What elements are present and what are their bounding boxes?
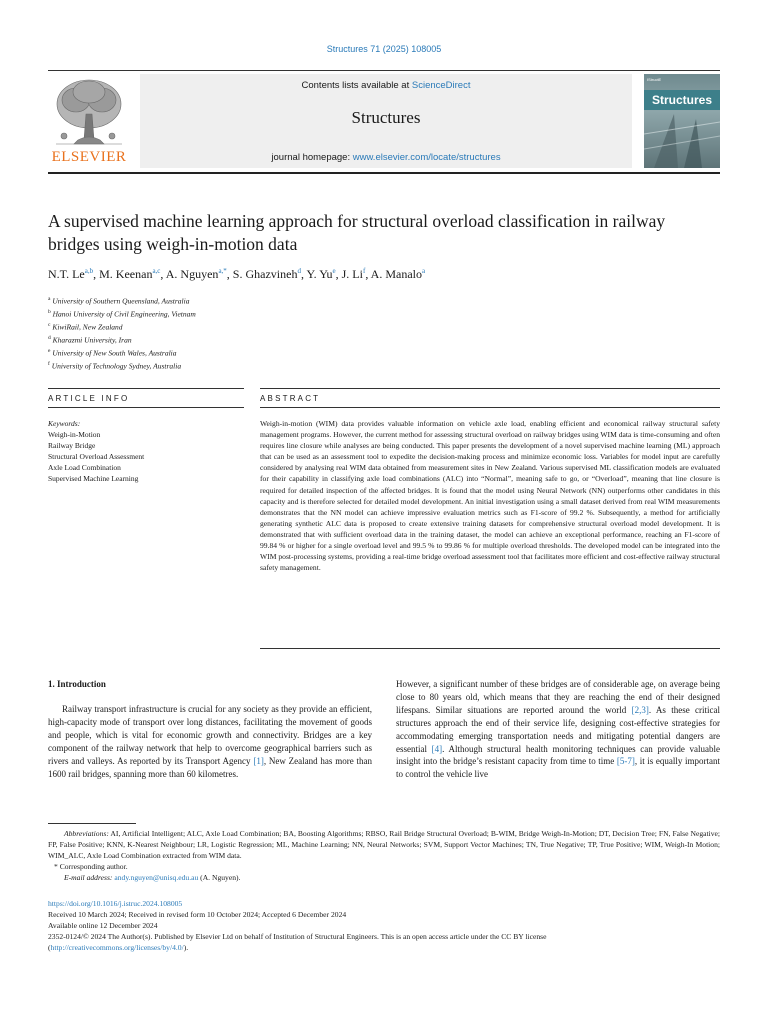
- affiliation-item: $^c$ KiwiRail, New Zealand: [48, 321, 123, 332]
- license-text: 2352-0124/© 2024 The Author(s). Published by Elsevier Ltd on behalf of Institution of Structural Engineers. This is an open access article under the CC BY license: [48, 932, 547, 941]
- keyword-item: Axle Load Combination: [48, 463, 121, 473]
- section-heading-introduction: 1. Introduction: [48, 679, 106, 689]
- affiliation-item: $^b$ Hanoi University of Civil Engineering, Vietnam: [48, 308, 196, 319]
- intro-paragraph-right: However, a significant number of these bridges are of considerable age, on average being close to 80 years old, which means that they are reaching the end of their designed lifespans. Similar situations are reported around the world [2,3]. As these critical structures approach the end of their service life, designing cost-effective strategies for accommodating emerging transportation needs and mitigating potential dangers are essential [4]. Although structural health monitoring techniques can provide valuable insight into the bridge’s resistant capacity from time to time [5-7], it is equally important to control the vehicle live: [396, 679, 720, 780]
- publisher-name: ELSEVIER: [51, 149, 127, 165]
- homepage-link[interactable]: www.elsevier.com/locate/structures: [352, 152, 501, 163]
- keyword-item: Railway Bridge: [48, 441, 96, 451]
- abbreviations-footnote: Abbreviations: AI, Artificial Intelligent; ALC, Axle Load Combination; BA, Boosting Algorithms; RBSO, Rail Bridge Structural Overload; B-WIM, Bridge Weigh-In-Motion; DT, Decision Tree; FN, False Negative; FP, False Positive; KNN, K-Nearest Neighbour; LR, Logistic Regression; ML, Machine Learning; NN, Neural Networks; SVM, Support Vector Machines; TN, True Negative; TP, True Positive; WIM, Weigh-In Motion; WIM_ALC, Axle Load Combination extracted from WIM data.: [48, 829, 720, 861]
- keywords-block: [48, 418, 248, 485]
- author[interactable]: Y. Yu$^e$: [306, 267, 336, 281]
- abstract-rule-lower: [260, 407, 720, 408]
- keyword-item: Weigh-in-Motion: [48, 430, 101, 440]
- abstract-rule: [260, 388, 720, 389]
- citation-link[interactable]: [4]: [431, 743, 443, 754]
- license-link[interactable]: http://creativecommons.org/licenses/by/4.0/: [50, 943, 184, 952]
- author[interactable]: A. Nguyen$^{a,*}$: [165, 267, 227, 281]
- abstract-heading: ABSTRACT: [260, 394, 321, 403]
- journal-reference[interactable]: Structures 71 (2025) 108005: [326, 44, 442, 54]
- article-info-heading: ARTICLE INFO: [48, 394, 130, 403]
- cover-publisher-text: IStructE: [647, 77, 662, 82]
- keywords-title: Keywords:: [48, 419, 81, 428]
- available-online: Available online 12 December 2024: [48, 921, 158, 930]
- author-list: N.T. Le$^{a,b}$, M. Keenan$^{a,c}$, A. Nguyen$^{a,*}$, S. Ghazvineh$^d$, Y. Yu$^e$, J. Li$^f$, A. Manalo$^a$: [48, 267, 426, 281]
- abstract-text: Weigh-in-motion (WIM) data provides valuable information on vehicle axle load, enabling efficient and economical railway structural safety management programs. However, the current method for assessing structural overload on railway bridges using WIM data is time-consuming and often requires line closure while analyses are being conducted. This paper presents the development of a novel supervised machine learning (ML) approach that can be used as an assessment tool to expedite the decision-making process and minimize economic loss. Variables for model input are carefully considered by analysing real WIM data obtained from measurement sites in New Zealand. Various supervised ML classification models are evaluated for their capability in classifying axle load combinations (ALC) into “Normal”, meaning safe to go, or “Overload”, meaning that line closure is required for detailed inspection of the affected bridges. It is found that the model using Neural Network (NN) outperforms other candidates in this capacity and is therefore selected for detailed model development. An initial investigation using a small dataset derived from real WIM measurements demonstrates that the NN model can achieve impressive evaluation metrics such as F1-score of 99.2 %. Subsequently, a method for artificially generating synthetic ALC data is proposed to create extensive training datasets for comprehensive structural overload model development. It is demonstrated that with sufficient overload data in the training dataset, the model can achieve an exceptional performance, reaching an F1-score of 99.84 % or higher for a single overload level and 99.5 % to 99.86 % for multiple overload thresholds. The developed model can be integrated into the WIM post-processing systems, providing a real-time bridge overload assessment tool that facilitates more efficient and cost-effective railway structural safety management.: [260, 419, 720, 573]
- email-link[interactable]: andy.nguyen@unisq.edu.au: [114, 873, 199, 883]
- author[interactable]: A. Manalo$^a$: [370, 267, 426, 281]
- contents-line: [140, 80, 632, 91]
- header-bottom-rule: [48, 172, 720, 174]
- intro-paragraph-left: Railway transport infrastructure is crucial for any society as they provide an efficient, high-capacity mode of transport over long distances, facilitating the movement of goods and people, which is vital for economic growth and connectivity. Bridges are a key component of the railway network that help to overcome geographical barriers such as rivers and valleys. As reported by its Transport Agency [1], New Zealand has more than 1600 rail bridges, spanning more than 60 kilometres.: [48, 704, 372, 779]
- abstract-end-rule: [260, 648, 720, 649]
- footnote-rule: [48, 823, 136, 824]
- citation-link[interactable]: [1]: [253, 755, 264, 766]
- article-info-rule-lower: [48, 407, 244, 408]
- header-top-rule: [48, 70, 720, 71]
- paper-title: A supervised machine learning approach for structural overload classification in railway bridges using weigh-in-motion data: [48, 211, 666, 254]
- citation-link[interactable]: [2,3]: [631, 704, 649, 715]
- affiliation-list: [48, 294, 448, 371]
- author[interactable]: S. Ghazvineh$^d$: [232, 267, 301, 281]
- author[interactable]: J. Li$^f$: [341, 267, 366, 281]
- citation-link[interactable]: [5-7]: [616, 756, 635, 767]
- journal-title: Structures: [351, 108, 421, 127]
- affiliation-item: $^e$ University of New South Wales, Australia: [48, 347, 177, 358]
- affiliation-item: $^f$ University of Technology Sydney, Australia: [48, 360, 182, 371]
- homepage-line: [140, 152, 632, 163]
- keyword-item: Supervised Machine Learning: [48, 474, 139, 484]
- keyword-item: Structural Overload Assessment: [48, 452, 145, 462]
- affiliation-item: $^d$ Kharazmi University, Iran: [48, 334, 132, 345]
- affiliation-item: $^a$ University of Southern Queensland, Australia: [48, 296, 190, 306]
- article-info-rule: [48, 388, 244, 389]
- footnotes: [48, 828, 720, 883]
- doi-link[interactable]: https://doi.org/10.1016/j.istruc.2024.108005: [48, 899, 183, 908]
- journal-cover-image[interactable]: [644, 74, 720, 168]
- cover-artwork: [644, 74, 720, 168]
- homepage-prefix: journal homepage:: [271, 152, 353, 163]
- received-dates: Received 10 March 2024; Received in revised form 10 October 2024; Accepted 6 December 2024: [48, 910, 347, 919]
- contents-prefix: Contents lists available at: [301, 80, 412, 91]
- license-url-line: (http://creativecommons.org/licenses/by/4.0/).: [48, 943, 189, 952]
- corresponding-author-footnote: * Corresponding author.: [54, 862, 128, 872]
- author[interactable]: N.T. Le$^{a,b}$: [48, 267, 94, 281]
- sciencedirect-link[interactable]: ScienceDirect: [411, 80, 471, 91]
- publication-meta: [48, 898, 720, 953]
- cover-journal-name: Structures: [644, 90, 720, 110]
- author[interactable]: M. Keenan$^{a,c}$: [99, 267, 161, 281]
- email-footnote: E-mail address: andy.nguyen@unisq.edu.au (A. Nguyen).: [64, 873, 241, 883]
